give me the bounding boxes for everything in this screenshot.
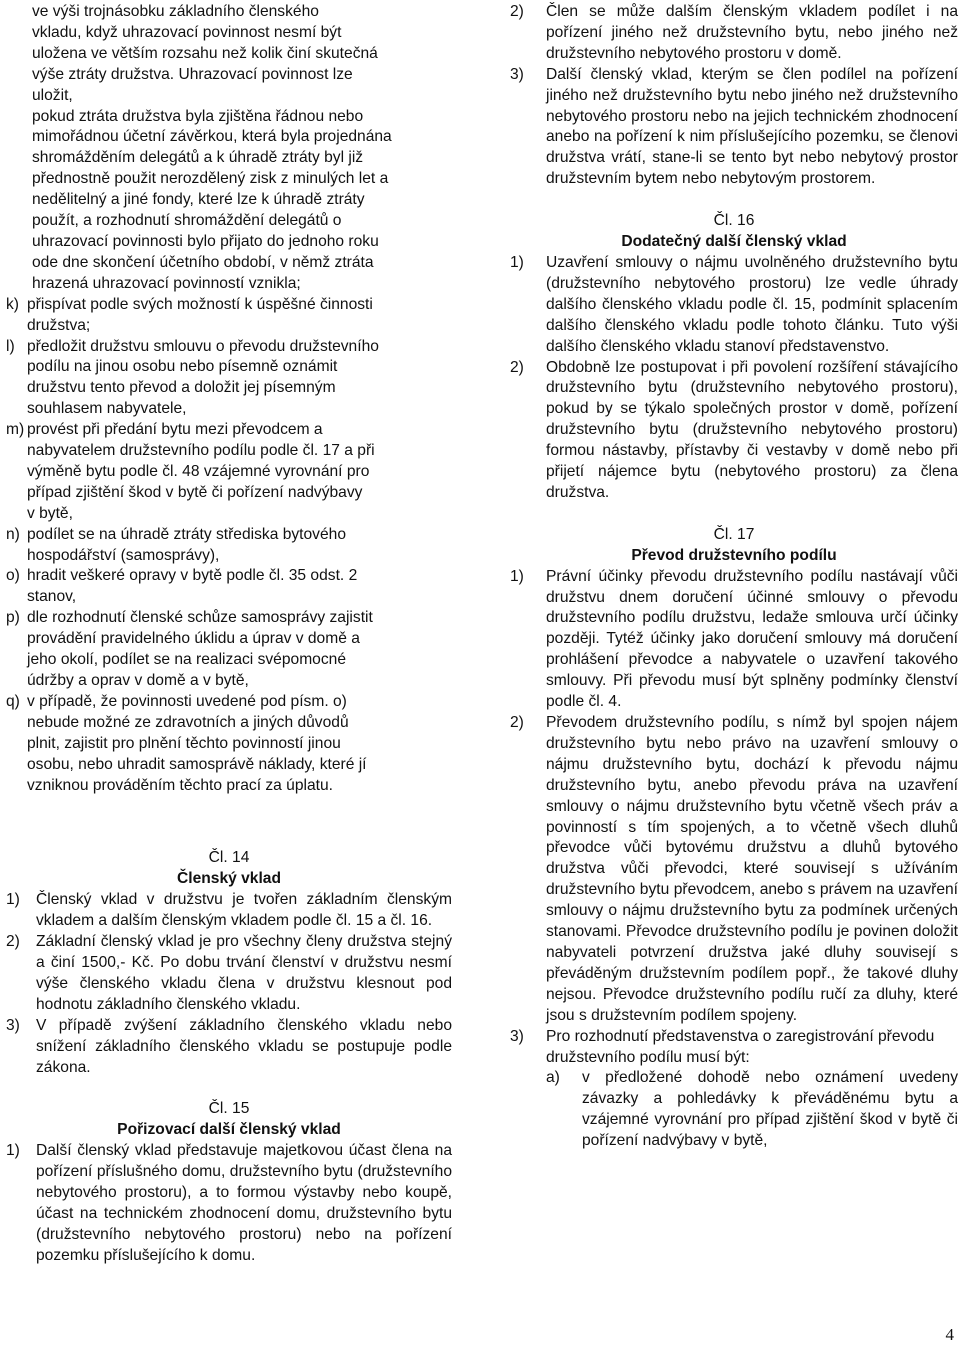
text-line: podílu na jinou osobu nebo písemně oznámit bbox=[27, 358, 338, 376]
text-line: osobu, nebo uhradit samosprávě náklady, které jí bbox=[27, 755, 367, 773]
list-item bbox=[510, 713, 958, 1027]
article-number: Čl. 14 bbox=[208, 849, 250, 867]
text-line: v bytě, bbox=[27, 504, 73, 522]
list-item bbox=[510, 567, 958, 713]
text-line: stanov, bbox=[27, 588, 77, 606]
item-label: l) bbox=[6, 337, 15, 355]
text-line: přednostně použit nerozdělený zisk z minulých let a bbox=[32, 170, 389, 188]
spacer bbox=[510, 190, 958, 211]
text-line: souhlasem nabyvatele, bbox=[27, 400, 187, 418]
text-line: nebude možné ze zdravotních a jiných důvodů bbox=[27, 713, 349, 731]
text-line: hradit veškeré opravy v bytě podle čl. 35 odst. 2 bbox=[27, 567, 358, 585]
spacer bbox=[510, 504, 958, 525]
list-item-o bbox=[6, 566, 452, 608]
text-line: nabyvatelem družstevního podílu podle čl. 17 a při bbox=[27, 442, 375, 460]
item-label: 1) bbox=[510, 253, 524, 271]
item-text: Uzavření smlouvy o nájmu uvolněného družstevního bytu (družstevního nebytového prostoru) lze vedle úhrady dalšího členského vkladu podle čl. 15, podmínit splacením dalšího členského vkladu podle tohoto článku. Tuto výši dalšího členského vkladu stanoví představenstvo. bbox=[546, 253, 958, 355]
list-item bbox=[510, 253, 958, 358]
list-item bbox=[6, 1016, 452, 1079]
text-line: provádění pravidelného úklidu a úprav v domě a bbox=[27, 630, 360, 648]
list-item-l bbox=[6, 337, 452, 421]
item-label: 2) bbox=[510, 3, 524, 20]
text-line: vkladu, když uhrazovací povinnost nesmí být bbox=[32, 23, 342, 41]
item-text: Základní členský vklad je pro všechny členy družstva stejný a činí 1500,- Kč. Po dobu trvání členství v družstvu nesmí výše členského vkladu člena v družstvu klesnout pod hodnotu základního členského vkladu. bbox=[36, 933, 452, 1013]
text-line: v případě, že povinnosti uvedené pod písm. o) bbox=[27, 692, 347, 710]
list-item bbox=[6, 890, 452, 932]
list-item-n bbox=[6, 525, 452, 567]
item-text: Právní účinky převodu družstevního podílu nastávají vůči družstvu dnem doručení účinné smlouvy o převodu družstevního podílu družstvu, ledaže smlouva určí účinky později. Tytéž účinky jako doručení smlouvy má doručení prohlášení převodce a nabyvatele o uzavření takového smlouvy. Při převodu musí být splněny podmínky členství podle čl. 4. bbox=[546, 567, 958, 711]
list-item bbox=[510, 2, 958, 65]
item-label: o) bbox=[6, 567, 20, 585]
text-line: mimořádnou účetní závěrkou, která byla projednána bbox=[32, 128, 392, 146]
item-label: q) bbox=[6, 692, 20, 710]
text-line: jeho okolí, podílet se na realizaci svépomocné bbox=[27, 651, 346, 669]
spacer bbox=[6, 1078, 452, 1099]
text-line: předložit družstvu smlouvu o převodu družstevního bbox=[27, 337, 379, 355]
text-line: výměně bytu podle čl. 48 vzájemné vyrovnání pro bbox=[27, 462, 370, 480]
item-text: Členský vklad v družstvu je tvořen základním členským vkladem a dalším členským vkladem podle čl. 15 a čl. 16. bbox=[36, 891, 452, 930]
item-text: Další členský vklad, kterým se člen podílel na pořízení jiného než družstevního bytu nebo jiného než družstevního nebytového prostoru nebo na jejich technickém zhodnocení anebo na pořízení k nim příslušejícího pozemku, se členovi družstva vrátí, stane-li se tento byt nebo nebytový prostor družstevním bytem nebo nebytovým prostorem. bbox=[546, 65, 958, 188]
text-line: hrazená uhrazovací povinností vznikla; bbox=[32, 274, 301, 292]
text-line: přispívat podle svých možností k úspěšné činnosti bbox=[27, 295, 373, 313]
item-text: Převodem družstevního podílu, s nímž byl spojen nájem družstevního bytu nebo právo na uzavření smlouvy o nájmu družstevního bytu, dochází k převodu nájmu družstevního bytu, anebo převodu práva na uzavření smlouvy o nájmu družstevního bytu včetně všech práv a povinností s tím spojených, a to včetně všech dluhů převodce vůči bytovému družstvu a dluhů bytového družstva vůči převodci, které souvisejí s užíváním družstevního bytu převodcem, anebo s právem na uzavření smlouvy o nájmu družstevního bytu za podmínek určených stanovami. Převodce družstevního podílu je povinen doložit nabyvateli potvrzení družstva jaké dluhy souvisejí s převáděným družstevním podílem popř., že takové dluhy nejsou. Převodce družstevního podílu ručí za dluhy, které jsou s družstevním podílem spojeny. bbox=[546, 714, 958, 1024]
item-label: m) bbox=[6, 421, 25, 439]
item-label: a) bbox=[546, 1069, 560, 1087]
item-label: k) bbox=[6, 295, 19, 313]
item-label: 2) bbox=[510, 358, 524, 376]
list-item bbox=[6, 932, 452, 1016]
article-number: Čl. 17 bbox=[713, 525, 755, 543]
item-label: 2) bbox=[510, 714, 524, 731]
text-line: uložit, bbox=[32, 86, 73, 104]
list-item bbox=[6, 1141, 452, 1266]
spacer bbox=[6, 796, 452, 838]
text-line: shromážděním delegátů a k úhradě ztráty byl již bbox=[32, 149, 364, 167]
list-item bbox=[510, 65, 958, 190]
page-number: 4 bbox=[945, 1325, 954, 1344]
text-line: družstva; bbox=[27, 316, 91, 334]
item-text: Pro rozhodnutí představenstva o zaregistrování převodu družstevního podílu musí být: bbox=[546, 1027, 935, 1066]
list-item bbox=[510, 1027, 958, 1069]
right-column bbox=[510, 2, 958, 1152]
left-column bbox=[6, 2, 452, 1267]
text-line: případ zjištění škod v bytě či pořízení nadvýbavy bbox=[27, 483, 363, 501]
article-15 bbox=[6, 1099, 452, 1266]
item-label: 1) bbox=[6, 1142, 20, 1160]
text-line: hospodářství (samosprávy), bbox=[27, 546, 220, 564]
article-14 bbox=[6, 848, 452, 1078]
item-label: 3) bbox=[510, 65, 524, 83]
text-line: družstvu tento převod a doložit jej písemným bbox=[27, 379, 336, 397]
article-title: Převod družstevního podílu bbox=[631, 546, 837, 564]
text-line: vzniknou prováděním těchto prací za úplatu. bbox=[27, 776, 333, 794]
item-text: Další členský vklad představuje majetkovou účast člena na pořízení příslušného domu, družstevního bytu (družstevního nebytového prostoru), a to formou výstavby nebo koupě, účast na technickém zhodnocení domu, družstevního bytu (družstevního nebytového prostoru) nebo na pořízení pozemku příslušejícího k domu. bbox=[36, 1142, 452, 1264]
list-item-k bbox=[6, 295, 452, 337]
list-item-p bbox=[6, 608, 452, 692]
item-text: V případě zvýšení základního členského vkladu nebo snížení základního členského vkladu se postupuje podle zákona. bbox=[36, 1016, 452, 1076]
list-item bbox=[510, 358, 958, 504]
text-line: výše ztráty družstva. Uhrazovací povinnost lze bbox=[32, 65, 353, 83]
item-label: n) bbox=[6, 525, 20, 543]
item-text: Člen se může dalším členským vkladem podílet i na pořízení jiného než družstevního bytu, nebo jiného než družstevního nebytového prostoru v domě. bbox=[546, 3, 958, 62]
item-label: 1) bbox=[510, 567, 524, 585]
intro-paragraph bbox=[6, 2, 452, 295]
text-line: uhrazovací povinnosti bylo přijato do jednoho roku bbox=[32, 232, 379, 250]
article-number: Čl. 15 bbox=[208, 1100, 250, 1118]
text-line: podílet se na úhradě ztráty střediska bytového bbox=[27, 525, 346, 543]
text-line: nedělitelný a jiné fondy, které lze k úhradě ztráty bbox=[32, 191, 365, 209]
text-line: dle rozhodnutí členské schůze samosprávy zajistit bbox=[27, 609, 373, 627]
item-label: 3) bbox=[510, 1027, 524, 1045]
text-line: provést při předání bytu mezi převodcem a bbox=[27, 421, 323, 439]
article-16 bbox=[510, 211, 958, 504]
sub-list-item bbox=[546, 1068, 958, 1152]
item-text: v předložené dohodě nebo oznámení uvedeny závazky a pohledávky k převáděnému bytu a vzájemné vyrovnání pro případ zjištění škod v bytě či pořízení nadvýbavy v bytě, bbox=[582, 1069, 958, 1150]
text-line: údržby a oprav v domě a v bytě, bbox=[27, 672, 249, 689]
item-label: p) bbox=[6, 609, 20, 627]
spacer bbox=[6, 838, 452, 848]
list-item-m bbox=[6, 420, 452, 525]
text-line: ve výši trojnásobku základního členského bbox=[32, 3, 319, 20]
article-title: Pořizovací další členský vklad bbox=[117, 1121, 341, 1139]
list-item-q bbox=[6, 692, 452, 797]
text-line: ode dne skončení účetního období, v němž ztráta bbox=[32, 253, 374, 271]
item-label: 1) bbox=[6, 891, 20, 909]
text-line: použít, a rozhodnutí shromáždění delegátů o bbox=[32, 212, 342, 230]
text-line: uložena ve větším rozsahu než kolik činí skutečná bbox=[32, 44, 378, 62]
article-title: Členský vklad bbox=[176, 870, 282, 888]
text-line: plnit, zajistit pro plnění těchto povinností jinou bbox=[27, 734, 341, 752]
article-title: Dodatečný další členský vklad bbox=[621, 233, 847, 251]
item-text: Obdobně lze postupovat i při povolení rozšíření stávajícího družstevního bytu (družstevního nebytového prostoru), pokud by se týkalo společných prostor v domě, pořízení družstevního bytu (družstevního nebytového prostoru) formou nástavby, přístavby či vestavby v domě nebo při přijetí nájemce bytu (nebytového prostoru) za člena družstva. bbox=[546, 358, 958, 501]
article-number: Čl. 16 bbox=[713, 212, 755, 230]
text-line: pokud ztráta družstva byla zjištěna řádnou nebo bbox=[32, 107, 364, 125]
article-17 bbox=[510, 525, 958, 1152]
item-label: 3) bbox=[6, 1016, 20, 1034]
item-label: 2) bbox=[6, 933, 20, 951]
